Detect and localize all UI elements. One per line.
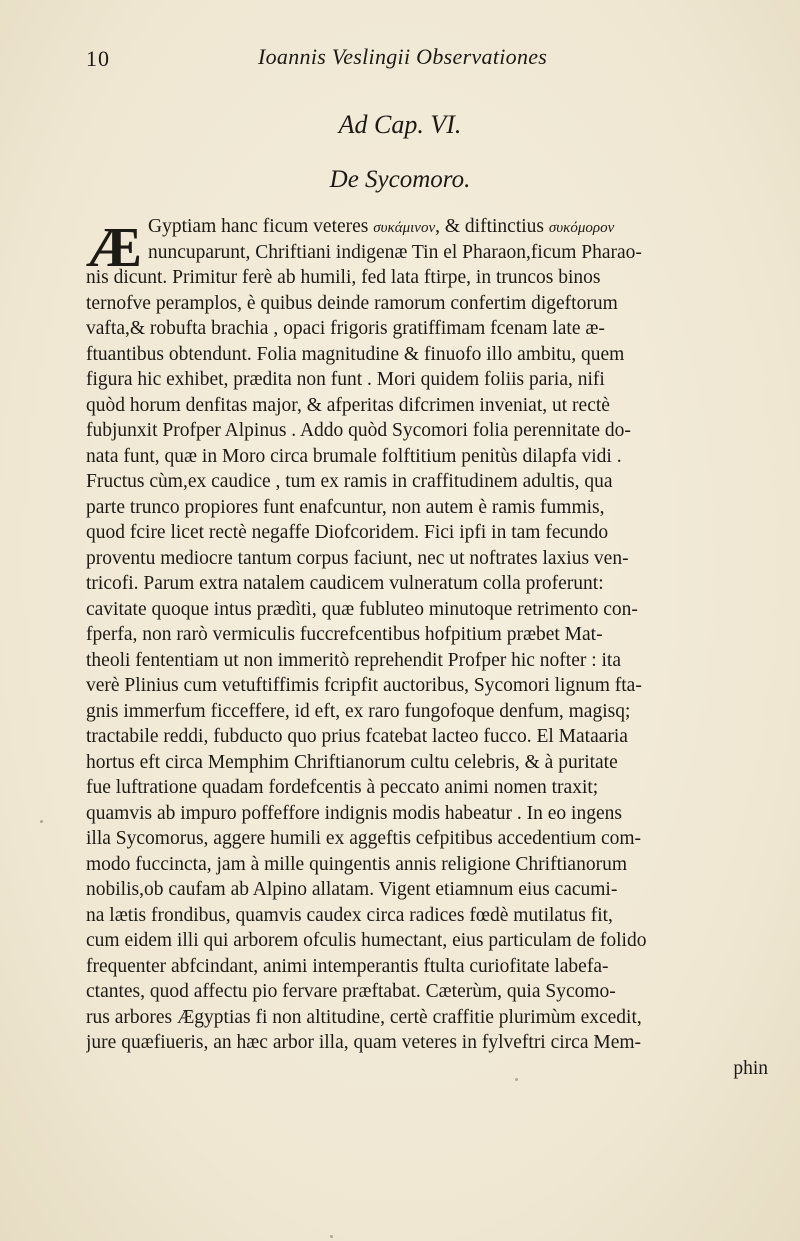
- text-line: tricofi. Parum extra natalem caudicem vulneratum colla proferunt:: [86, 573, 604, 594]
- text-line: fperfa, non rarò vermiculis fuccrefcentibus hofpitium præbet Mat-: [86, 624, 603, 645]
- text-line: quod fcire licet rectè negaffe Diofcoridem. Fici ipfi in tam fecundo: [86, 522, 609, 543]
- text-line: gnis immerfum ficceffere, id eft, ex raro fungofoque denfum, magisq;: [86, 700, 631, 722]
- text-line: [86, 214, 776, 240]
- text-line: Fructus cùm,ex caudice , tum ex ramis in craffitudinem adultis, qua: [86, 471, 613, 492]
- text-line: fubjunxit Profper Alpinus . Addo quòd Sycomori folia perennitate do-: [86, 420, 631, 441]
- text-line: proventu mediocre tantum corpus faciunt, nec ut noftrates laxius ven-: [86, 547, 629, 569]
- text-line: tractabile reddi, fubducto quo prius fcatebat lacteo fucco. El Mataaria: [86, 726, 628, 747]
- running-title: Ioannis Veslingii Observationes: [258, 44, 548, 69]
- paper-fleck: [330, 1235, 333, 1238]
- greek-word: συκόμορον: [548, 220, 615, 236]
- text-line: figura hic exhibet, prædita non funt . Mori quidem foliis paria, nifi: [86, 369, 605, 390]
- line-text: Gyptiam hanc ficum veteres: [148, 216, 374, 237]
- text-line: ftuantibus obtendunt. Folia magnitudine & finuofo illo ambitu, quem: [86, 343, 625, 365]
- paper-fleck: [515, 1078, 518, 1081]
- text-line: quòd horum denfitas major, & afperitas difcrimen inveniat, ut rectè: [86, 394, 610, 416]
- text-line: nis dicunt. Primitur ferè ab humili, fed lata ftirpe, in truncos binos: [86, 267, 601, 288]
- text-line: quamvis ab impuro poffeffore indignis modis habeatur . In eo ingens: [86, 802, 622, 824]
- text-line: hortus eft circa Memphim Chriftianorum cultu celebris, & à puritate: [86, 751, 618, 773]
- text-line: illa Sycomorus, aggere humili ex aggeftis cefpitibus accedentium com-: [86, 828, 642, 849]
- text-line: fue luftratione quadam fordefcentis à peccato animi nomen traxit;: [86, 777, 599, 798]
- text-line: rus arbores Ægyptias fi non altitudine, certè craffitie plurimùm excedit,: [86, 1006, 642, 1028]
- greek-word: συκάμινον: [373, 220, 436, 236]
- text-line: modo fuccincta, jam à mille quingentis annis religione Chriftianorum: [86, 853, 627, 875]
- paper-fleck: [40, 820, 43, 823]
- running-head: [86, 38, 726, 78]
- chapter-reference: Ad Cap. VI.: [338, 110, 462, 139]
- page-number: 10: [86, 46, 110, 71]
- text-line: cavitate quoque intus prædìti, quæ fubluteo minutoque retrimento con-: [86, 598, 638, 620]
- text-line: theoli fententiam ut non immeritò reprehendit Profper hic nofter : ita: [86, 649, 622, 671]
- text-line: cum eidem illi qui arborem ofculis humectant, eius particulam de folido: [86, 930, 647, 951]
- text-line: parte trunco propiores funt enafcuntur, non autem è ramis fummis,: [86, 496, 605, 518]
- text-line: nata funt, quæ in Moro circa brumale folftitium penitùs dilapfa vidi .: [86, 445, 622, 467]
- text-line: ctantes, quod affectu pio fervare præftabat. Cæterùm, quia Sycomo-: [86, 981, 616, 1002]
- text-line: jure quæfiueris, an hæc arbor illa, quam veteres in fylveftri circa Mem-: [86, 1032, 642, 1053]
- line-text: , & diftinctius: [435, 216, 549, 237]
- body-text: [86, 214, 776, 1081]
- text-line: nobilis,ob caufam ab Alpino allatam. Vigent etiamnum eius cacumi-: [86, 879, 618, 900]
- text-line: vafta,& robufta brachia , opaci frigoris gratiffimam fcenam late æ-: [86, 318, 605, 339]
- text-line: verè Plinius cum vetuftiffimis fcripfit auctoribus, Sycomori lignum fta-: [86, 675, 642, 696]
- text-line: frequenter abfcindant, animi intemperantis ftulta curiofitate labefa-: [86, 955, 609, 977]
- section-title: De Sycomoro.: [329, 166, 471, 193]
- catchword: phin: [733, 1057, 768, 1079]
- text-line: ternofve peramplos, è quibus deinde ramorum confertim digeftorum: [86, 292, 618, 314]
- text-line: nuncuparunt, Chriftiani indigenæ Tin el Pharaon,ficum Pharao-: [148, 241, 642, 263]
- text-line: na lætis frondibus, quamvis caudex circa radices fœdè mutilatus fit,: [86, 904, 613, 926]
- drop-initial: Æ: [86, 217, 140, 279]
